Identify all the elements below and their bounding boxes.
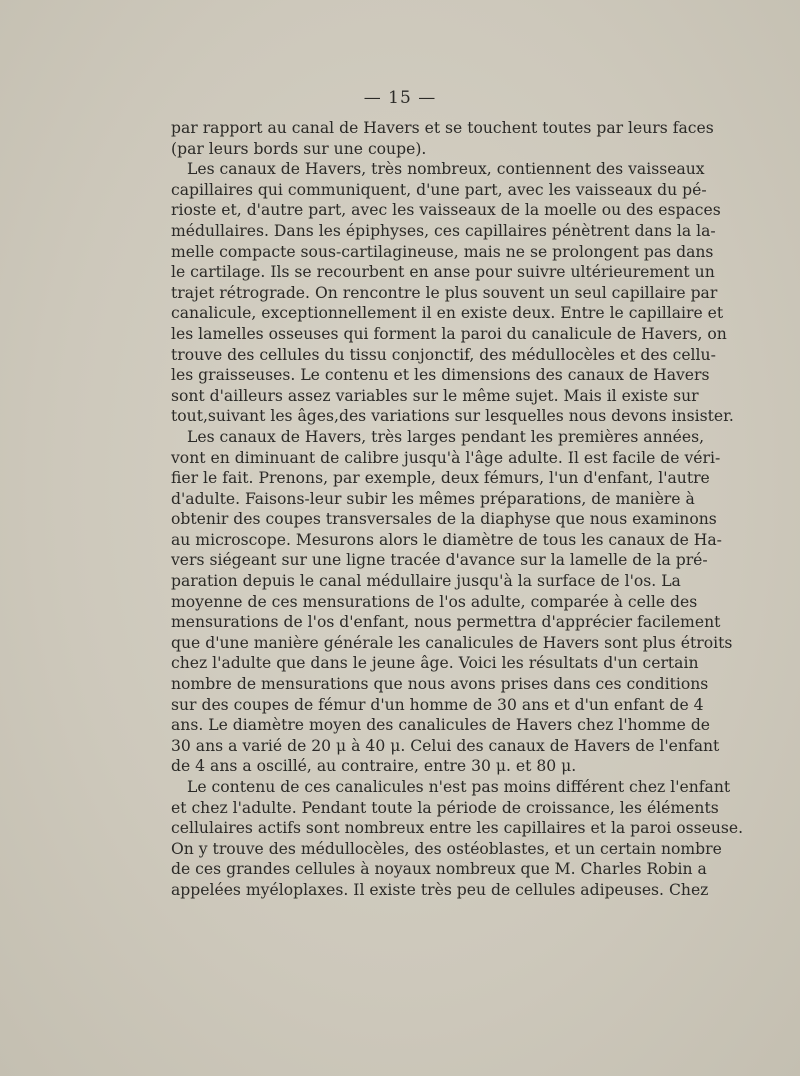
text-line: au microscope. Mesurons alors le diamètre de tous les canaux de Ha-: [171, 530, 722, 549]
text-line: appelées myéloplaxes. Il existe très peu de cellules adipeuses. Chez: [171, 880, 709, 899]
text-line: trouve des cellules du tissu conjonctif, des médullocèles et des cellu-: [171, 345, 716, 364]
text-line: sont d'ailleurs assez variables sur le même sujet. Mais il existe sur: [171, 386, 699, 405]
text-line: par rapport au canal de Havers et se touchent toutes par leurs faces: [171, 119, 714, 137]
text-line: Les canaux de Havers, très nombreux, contiennent des vaisseaux: [187, 160, 705, 179]
text-line: fier le fait. Prenons, par exemple, deux fémurs, l'un d'enfant, l'autre: [171, 469, 710, 488]
text-line: rioste et, d'autre part, avec les vaisseaux de la moelle ou des espaces: [171, 201, 721, 220]
text-line: (par leurs bords sur une coupe).: [171, 139, 427, 158]
text-line: mensurations de l'os d'enfant, nous permettra d'apprécier facilement: [171, 613, 721, 632]
text-line: le cartilage. Ils se recourbent en anse pour suivre ultérieurement un: [171, 263, 715, 282]
paragraph-4: [171, 777, 744, 901]
text-line: cellulaires actifs sont nombreux entre les capillaires et la paroi osseuse.: [171, 819, 744, 838]
text-line: vers siégeant sur une ligne tracée d'avance sur la lamelle de la pré-: [171, 551, 708, 570]
text-line: sur des coupes de fémur d'un homme de 30 ans et d'un enfant de 4: [171, 695, 704, 714]
paragraph-1: [171, 118, 714, 159]
text-line: ans. Le diamètre moyen des canalicules de Havers chez l'homme de: [171, 716, 711, 735]
text-line: obtenir des coupes transversales de la diaphyse que nous examinons: [171, 510, 717, 529]
text-line: canalicule, exceptionnellement il en existe deux. Entre le capillaire et: [171, 304, 724, 323]
text-line: vont en diminuant de calibre jusqu'à l'âge adulte. Il est facile de véri-: [171, 448, 721, 467]
text-line: moyenne de ces mensurations de l'os adulte, comparée à celle des: [171, 592, 698, 611]
body-text: [171, 118, 744, 901]
text-line: trajet rétrograde. On rencontre le plus souvent un seul capillaire par: [171, 283, 718, 302]
text-line: et chez l'adulte. Pendant toute la période de croissance, les éléments: [171, 798, 719, 817]
page-number: — 15 —: [363, 88, 437, 108]
text-line: d'adulte. Faisons-leur subir les mêmes préparations, de manière à: [171, 489, 695, 508]
text-line: chez l'adulte que dans le jeune âge. Voici les résultats d'un certain: [171, 654, 699, 673]
text-line: Le contenu de ces canalicules n'est pas moins différent chez l'enfant: [187, 778, 731, 796]
paragraph-2: [171, 159, 734, 427]
text-line: capillaires qui communiquent, d'une part, avec les vaisseaux du pé-: [171, 180, 707, 199]
text-line: les lamelles osseuses qui forment la paroi du canalicule de Havers, on: [171, 324, 727, 343]
text-line: melle compacte sous-cartilagineuse, mais ne se prolongent pas dans: [171, 242, 714, 261]
text-line: de 4 ans a oscillé, au contraire, entre 30 μ. et 80 μ.: [171, 757, 577, 776]
paragraph-3: [171, 427, 733, 777]
text-line: les graisseuses. Le contenu et les dimensions des canaux de Havers: [171, 366, 710, 385]
text-line: tout,suivant les âges,des variations sur lesquelles nous devons insister.: [171, 407, 734, 426]
text-line: médullaires. Dans les épiphyses, ces capillaires pénètrent dans la la-: [171, 221, 716, 240]
text-line: de ces grandes cellules à noyaux nombreux que M. Charles Robin a: [171, 860, 707, 879]
text-line: paration depuis le canal médullaire jusqu'à la surface de l'os. La: [171, 572, 681, 591]
text-line: On y trouve des médullocèles, des ostéoblastes, et un certain nombre: [171, 839, 722, 858]
text-line: Les canaux de Havers, très larges pendant les premières années,: [187, 427, 705, 446]
text-line: que d'une manière générale les canalicules de Havers sont plus étroits: [171, 633, 733, 652]
text-line: 30 ans a varié de 20 μ à 40 μ. Celui des canaux de Havers de l'enfant: [171, 736, 720, 755]
text-line: nombre de mensurations que nous avons prises dans ces conditions: [171, 675, 709, 694]
